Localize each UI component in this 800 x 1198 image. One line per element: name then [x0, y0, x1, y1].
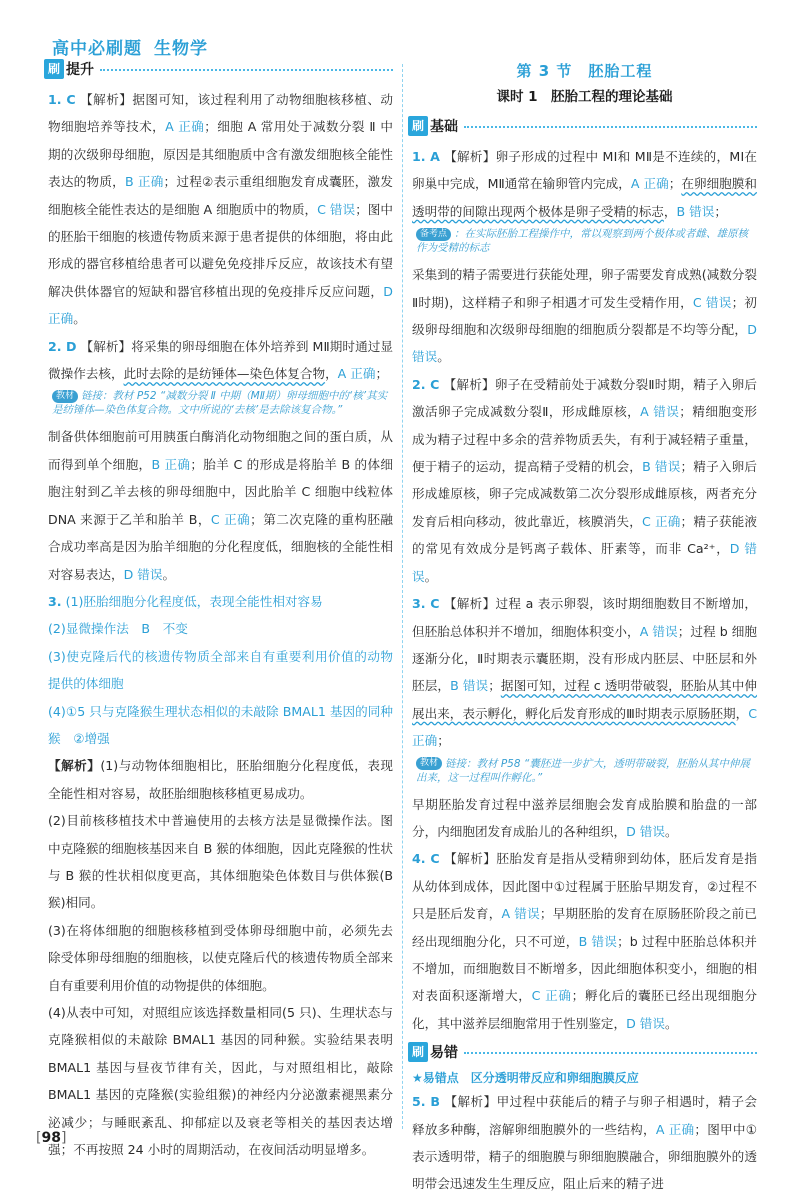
analysis-3-intro [48, 752, 393, 807]
answer-line: (2)显微操作法 B 不变 [48, 621, 188, 637]
analysis-3-part2 [48, 807, 393, 917]
answer-item-3 [48, 588, 393, 752]
dotted-rule [464, 1052, 757, 1054]
option-verdict: B 错误 [676, 203, 715, 219]
text: ；过程 b 细胞逐渐分化，Ⅱ时期表示囊胚期，没有形成内胚层、中胚层和外胚层， [412, 623, 757, 694]
option-verdict: C 正确 [210, 511, 251, 527]
answer-item-r3-cont [412, 791, 757, 846]
option-verdict: B 正确 [125, 174, 164, 190]
text: (1)与动物体细胞相比，胚胎细胞分化程度低，表现全能性相对容易，故胚胎细胞核移植更易成功。 [48, 758, 394, 801]
note-text: 链接：教材 P52 “减数分裂 Ⅱ 中期（MⅡ期）卵母细胞中的‘核’其实是纺锤体—染色体复合物。文中所说的‘去核’是去除该复合物。” [52, 390, 388, 417]
wavy-underlined-text: 据图可知，过程 c 透明带破裂，胚胎从其中伸展出来，表示孵化，孵化后发育形成的Ⅲ时期表示原肠胚期 [412, 678, 758, 721]
text: ； [437, 733, 450, 749]
text: ；图中的胚胎干细胞的核遗传物质来源于患者提供的体细胞，将由此形成的器官移植给患者可以避免免疫排斥反应，故该技术有望解决供体器官的短缺和器官移植出现的免疫排斥反应问题， [48, 201, 394, 299]
wavy-underlined-text: 在卵细胞膜和透明带的间隙出现两个极体是卵子受精的标志 [412, 176, 757, 219]
analysis-tag: 【解析】 [443, 596, 496, 612]
analysis-3-part4 [48, 999, 393, 1163]
option-verdict: C 正确 [412, 705, 758, 749]
answer-number: 4. C [412, 851, 440, 867]
answer-item-1 [48, 86, 393, 333]
option-verdict: D 错误 [626, 823, 665, 839]
analysis-tag: 【解析】 [80, 92, 133, 107]
text: 。 [73, 311, 86, 327]
option-verdict: A 正确 [165, 119, 205, 135]
text: ；精子获能液的常见有效成分是钙离子载体、肝素等，而非 Ca²⁺， [412, 513, 758, 557]
answer-item-2 [48, 333, 393, 388]
text: 。 [437, 349, 450, 365]
answer-item-r4 [412, 845, 757, 1037]
text: ， [735, 705, 749, 721]
answer-number: 1. A [412, 149, 440, 164]
option-verdict: A 错误 [639, 623, 678, 639]
text: ； [488, 678, 501, 694]
text: 。 [162, 566, 176, 582]
text: 卵子形成的过程中 MⅠ和 MⅡ是不连续的，MⅠ在卵巢中完成，MⅡ通常在输卵管内完成， [412, 149, 758, 192]
option-verdict: D 错误 [412, 322, 757, 365]
section-heading-jichu [408, 115, 757, 137]
text: 卵子在受精前处于减数分裂Ⅱ时期，精子入卵后激活卵子完成减数分裂Ⅱ，形成雌原核， [412, 376, 757, 420]
text: 。 [664, 1015, 678, 1031]
running-header [52, 34, 208, 59]
option-verdict: B 正确 [151, 456, 191, 472]
right-column [412, 58, 757, 1198]
option-verdict: D 错误 [626, 1015, 665, 1031]
text: (3)在将体细胞的细胞核移植到受体卵母细胞中前，必须先去除受体卵母细胞的细胞核，以使克隆后代的核遗传物质全部来自有重要利用价值的动物提供的体细胞。 [48, 922, 393, 993]
text: 。 [424, 568, 438, 584]
answer-line: (3)使克隆后代的核遗传物质全部来自有重要利用价值的动物提供的体细胞 [48, 648, 393, 692]
answer-number: 1. C [48, 92, 76, 107]
textbook-badge-icon: 教材 [416, 757, 442, 770]
text: ；细胞 A 常用处于减数分裂 Ⅱ 中期的次级卵母细胞，原因是其细胞质中含有激发细胞核全能性表达的物质， [48, 119, 394, 190]
text: 。 [664, 823, 678, 839]
note-text: ：在实际胚胎工程操作中，常以观察到两个极体或者雌、雄原核作为受精的标志 [416, 228, 749, 255]
option-verdict: A 正确 [655, 1121, 695, 1137]
text: ； [375, 366, 389, 382]
exam-point-badge-icon: 备考点 [416, 228, 451, 241]
page-number: [98] [36, 1130, 67, 1146]
subject-title: 生物学 [154, 39, 208, 59]
option-verdict: B 错误 [642, 459, 681, 475]
textbook-link-note [48, 389, 393, 417]
text: ；早期胚胎的发育在原肠胚阶段之前已经出现细胞分化，只不可逆， [412, 906, 758, 949]
option-verdict: C 错误 [317, 201, 356, 217]
dotted-rule [464, 126, 757, 128]
text: (4)从表中可知，对照组应该选择数量相同(5 只)、生理状态与克隆猴相似的未敲除 BMAL1 基因的同种猴。实验结果表明 BMAL1 基因与昼夜节律有关，因此，与对照组相比，敲除 BMAL1 基因的克隆猴(实验组猴)的神经内分泌激素褪黑素分泌减少；与睡眠紊乱、抑郁症以及衰老等相关的基因表达增强；不再按照 24 小时的周期活动，在夜间活动明显增多。 [48, 1005, 393, 1158]
text: ；胎羊 C 的形成是将胎羊 B 的体细胞注射到乙羊去核的卵母细胞中，因此胎羊 C 细胞中线粒体 DNA 来源于乙羊和胎羊 B， [48, 456, 393, 527]
analysis-tag: 【解析】 [80, 338, 132, 354]
option-verdict: B 错误 [578, 933, 618, 949]
section-label: 基础 [430, 119, 459, 135]
textbook-link-note [412, 757, 757, 785]
brush-tag-icon: 刷 [408, 116, 428, 136]
answer-item-r3 [412, 590, 757, 754]
option-verdict: C 错误 [692, 294, 732, 310]
text: 早期胚胎发育过程中滋养层细胞会发育成胎膜和胎盘的一部分，内细胞团发育成胎儿的各种组织， [412, 796, 757, 839]
option-verdict: C 正确 [642, 513, 681, 529]
option-verdict: A 正确 [630, 176, 669, 192]
text: ， [663, 203, 677, 219]
lesson-title: 课时 1 胚胎工程的理论基础 [496, 89, 673, 105]
option-verdict: D 错误 [412, 541, 757, 584]
answer-number: 3. C [412, 596, 440, 612]
section-title: 第 3 节 胚胎工程 [516, 62, 653, 80]
text: ； [714, 203, 727, 219]
section-heading-yicuo [408, 1041, 757, 1063]
error-prone-point: ★易错点 区分透明带反应和卵细胞膜反应 [412, 1071, 639, 1086]
section-heading-tisheng [44, 58, 393, 80]
text: 过程 a 表示卵裂，该时期细胞数目不断增加，但胚胎总体积并不增加，细胞体积变小， [412, 596, 757, 639]
page-number-value: 98 [41, 1130, 61, 1146]
section-label: 易错 [430, 1045, 459, 1062]
note-text: 链接：教材 P58 “囊胚进一步扩大，透明带破裂，胚胎从其中伸展出来，这一过程叫作孵化。” [416, 757, 750, 784]
option-verdict: D 错误 [123, 566, 163, 582]
analysis-tag: 【解析】 [444, 851, 497, 867]
text: ， [325, 366, 338, 382]
section-label: 提升 [66, 62, 95, 78]
textbook-badge-icon: 教材 [52, 390, 78, 403]
option-verdict: A 正确 [337, 366, 376, 382]
analysis-tag: 【解析】 [48, 758, 101, 774]
book-title: 高中必刷题 [52, 39, 142, 59]
option-verdict: C 正确 [531, 988, 572, 1004]
analysis-tag: 【解析】 [444, 1094, 497, 1110]
text: 甲过程中获能后的精子与卵子相遇时，精子会释放多种酶，溶解卵细胞膜外的一些结构， [412, 1094, 757, 1137]
text: ；精细胞变形成为精子过程中多余的营养物质丢失，有利于减轻精子重量，便于精子的运动，提高精子受精的机会， [412, 404, 758, 475]
wavy-underlined-text: 此时去除的是纺锤体—染色体复合物 [123, 366, 326, 382]
answer-item-r5 [412, 1088, 757, 1198]
analysis-tag: 【解析】 [443, 376, 495, 392]
text: ；b 过程中胚胎总体积并不增加，而细胞数目不断增多，因此细胞体积变小，细胞的相对表面积逐渐增大， [412, 933, 758, 1004]
text: 胚胎发育是指从受精卵到幼体，胚后发育是指从幼体到成体，因此图中①过程属于胚胎早期发育，②过程不只是胚后发育， [412, 851, 757, 922]
answer-number: 5. B [412, 1094, 440, 1110]
text: ；图甲中①表示透明带，精子的细胞膜与卵细胞膜融合，卵细胞膜外的透明带会迅速发生生理反应，阻止后来的精子进 [412, 1121, 757, 1192]
option-verdict: A 错误 [501, 906, 540, 922]
analysis-tag: 【解析】 [444, 149, 496, 164]
answer-line: (4)①5 只与克隆猴生理状态相似的未敲除 BMAL1 基因的同种猴 ②增强 [48, 703, 393, 746]
text: ；第二次克隆的重构胚融合成功率高是因为胎羊细胞的分化程度低，细胞核的全能性相对容易表达， [48, 511, 394, 582]
answer-item-2-cont [48, 423, 393, 587]
text: ；初级卵母细胞和次级卵母细胞的细胞质分裂都是不均等分配， [412, 294, 758, 338]
left-column [48, 58, 393, 1163]
answer-number: 2. C [412, 376, 440, 392]
answer-line: (1)胚胎细胞分化程度低，表现全能性相对容易 [65, 593, 323, 609]
option-verdict: B 错误 [450, 678, 489, 694]
dotted-rule [100, 69, 393, 71]
text: ；过程②表示重组细胞发育成囊胚，激发细胞核全能性表达的是细胞 A 细胞质中的物质， [48, 174, 393, 217]
text: ；孵化后的囊胚已经出现细胞分化，其中滋养层细胞常用于性别鉴定， [412, 988, 758, 1031]
text: 将采集的卵母细胞在体外培养到 MⅡ期时通过显微操作去核， [48, 338, 393, 382]
answer-item-r1 [412, 143, 757, 225]
column-divider [402, 64, 403, 1129]
text: ；精子入卵后形成雄原核，卵子完成减数第二次分裂形成雌原核，两者充分发育后相向移动，彼此靠近，核膜消失， [412, 459, 758, 529]
answer-item-r1-cont [412, 261, 757, 371]
text: ； [668, 176, 682, 192]
option-verdict: D 正确 [48, 283, 393, 327]
answer-number: 2. D [48, 338, 77, 354]
exam-point-note [412, 227, 757, 255]
analysis-3-part3 [48, 917, 393, 999]
answer-item-r2 [412, 371, 757, 590]
option-verdict: A 错误 [640, 404, 680, 420]
text: (2)目前核移植技术中普遍使用的去核方法是显微操作法。图中克隆猴的细胞核基因来自 B 猴的体细胞，因此克隆猴的性状与 B 猴的性状相似度更高，其体细胞染色体数目与供体猴(B 猴)相同。 [48, 813, 393, 911]
answer-number: 3. [48, 593, 62, 609]
text: 采集到的精子需要进行获能处理，卵子需要发育成熟(减数分裂Ⅱ时期)，这样精子和卵子相遇才可发生受精作用， [412, 267, 757, 310]
brush-tag-icon: 刷 [44, 59, 64, 79]
text: 制备供体细胞前可用胰蛋白酶消化动物细胞之间的蛋白质，从而得到单个细胞， [48, 429, 393, 472]
text: 据图可知，该过程利用了动物细胞核移植、动物细胞培养等技术， [48, 92, 393, 135]
brush-tag-icon: 刷 [408, 1042, 428, 1062]
